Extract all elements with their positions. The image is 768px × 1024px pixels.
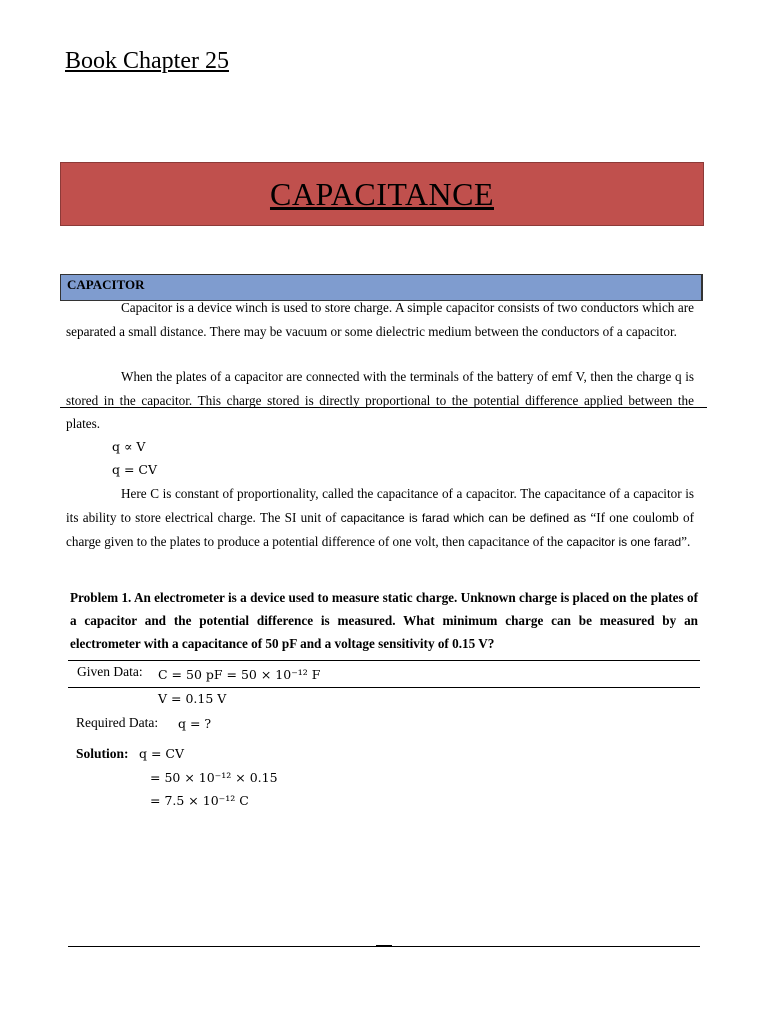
solution-step-3: = 7.5 × 10⁻¹² C bbox=[150, 793, 249, 808]
paragraph-text: Capacitor is a device winch is used to store charge. A simple capacitor consists of two conductors which are separated a small distance. There may be vacuum or some dielectric medium between the conductors of a capacitor. bbox=[66, 300, 694, 339]
chapter-heading: Book Chapter 25 bbox=[65, 48, 229, 74]
required-label: Required Data: bbox=[76, 715, 159, 730]
solution-label: Solution: bbox=[76, 746, 129, 761]
given-label: Given Data: bbox=[77, 664, 143, 679]
solution-step-2: = 50 × 10⁻¹² × 0.15 bbox=[150, 770, 278, 785]
paragraph-definition bbox=[66, 296, 694, 343]
paragraph-text: Here C is constant of proportionality, called the capacitance of a capacitor. The capacitance of a capacitor is its ability to store electrical charge. The SI unit of bbox=[66, 486, 694, 525]
paragraph-text: “If one coulomb of charge given to the plates to produce a potential difference of one volt, then capacitance of the bbox=[66, 509, 694, 549]
solution-step-1: q = CV bbox=[139, 746, 185, 761]
equation-proportional: q ∝ V bbox=[112, 439, 146, 454]
given-voltage: V = 0.15 V bbox=[158, 691, 227, 706]
required-value: q = ? bbox=[178, 716, 212, 731]
divider-line bbox=[68, 660, 700, 661]
divider-line bbox=[60, 407, 707, 408]
given-capacitance: C = 50 pF = 50 × 10⁻¹² F bbox=[158, 667, 321, 682]
paragraph-charge bbox=[66, 365, 694, 436]
title-banner bbox=[60, 162, 704, 226]
page-title: CAPACITANCE bbox=[269, 175, 494, 212]
paragraph-capacitance bbox=[66, 482, 694, 555]
paragraph-text: When the plates of a capacitor are connected with the terminals of the battery of emf V, then the charge q is stored in the capacitor. This charge stored is directly proportional to the potential difference applied between the plates. bbox=[66, 369, 694, 431]
problem-statement: Problem 1. An electrometer is a device used to measure static charge. Unknown charge is placed on the plates of a capacitor and the potential difference is measured. What minimum charge can be measured by an electrometer with a capacitance of 50 pF and a voltage sensitivity of 0.15 V? bbox=[70, 590, 698, 652]
section-heading: CAPACITOR bbox=[67, 277, 145, 292]
equation-capacitance: q = CV bbox=[112, 462, 158, 477]
paragraph-text-sans: capacitance is farad which can be defined as bbox=[340, 510, 587, 525]
page-marker bbox=[376, 945, 392, 947]
paragraph-text: ”. bbox=[681, 534, 691, 549]
divider-line bbox=[68, 687, 700, 688]
paragraph-text-sans: capacitor is one farad bbox=[566, 535, 682, 549]
